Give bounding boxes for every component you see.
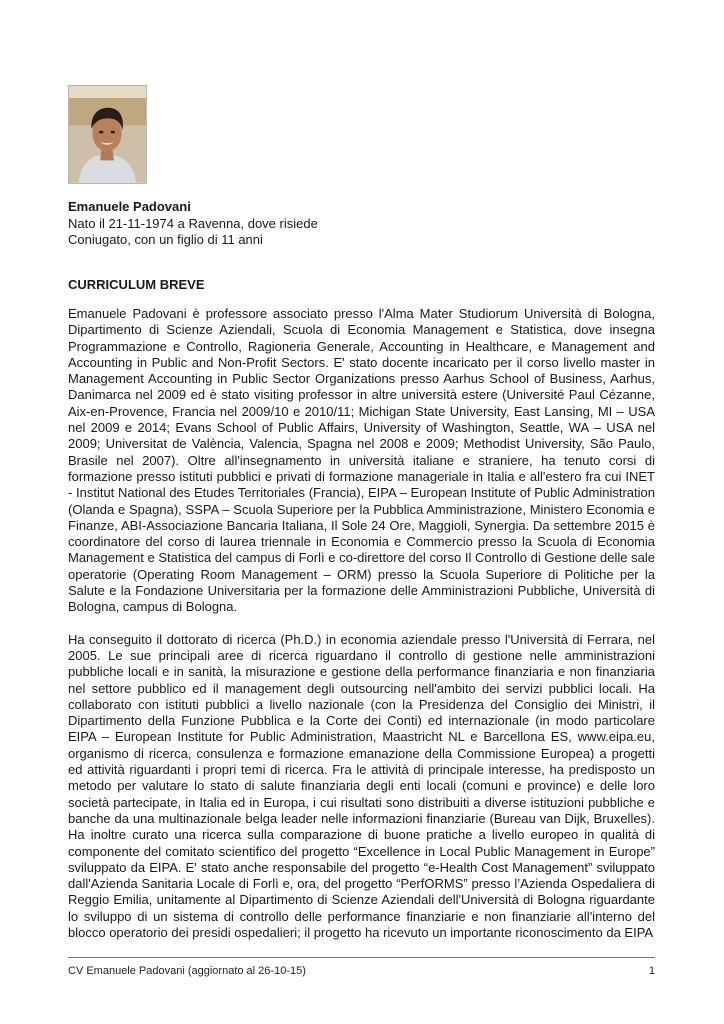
page-footer [68,965,655,977]
profile-photo [68,85,147,184]
personal-info [68,199,318,249]
family-info: Coniugato, con un figlio di 11 anni [68,232,263,247]
cv-body [68,306,655,957]
page-number: 1 [648,965,655,977]
footer-divider [68,957,655,958]
paragraph-career: Emanuele Padovani è professore associato presso l'Alma Mater Studiorum Università di Bologna, Dipartimento di Scienze Aziendali, Scuola di Economia Management e Statistica, dove insegna Programmazione e Controllo, Ragioneria Generale, Accounting in Healthcare, e Management and Accounting in Public and Non-Profit Sectors. E' stato docente incaricato per il corso livello master in Management Accounting in Public Sector Organizations presso Aarhus School of Business, Aarhus, Danimarca nel 2009 ed è stato visiting professor in altre università estere (Université Paul Cézanne, Aix-en-Provence, Francia nel 2009/10 e 2010/11; Michigan State University, East Lansing, MI – USA nel 2009 e 2014; Evans School of Public Affairs, University of Washington, Seattle, WA – USA nel 2009; Universitat de València, Valencia, Spagna nel 2008 e 2009; Methodist University, São Paulo, Brasile nel 2007). Oltre all'insegnamento in università italiane e straniere, ha tenuto corsi di formazione presso istituti pubblici e privati di formazione manageriale in Italia e all'estero fra cui INET - Institut National des Etudes Territoriales (Francia), EIPA – European Institute of Public Administration (Olanda e Spagna), SSPA – Scuola Superiore per la Pubblica Amministrazione, Ministero Economia e Finanze, ABI-Associazione Bancaria Italiana, Il Sole 24 Ore, Maggioli, Synergia. Da settembre 2015 è coordinatore del corso di laurea triennale in Economia e Commercio presso la Scuola di Economia Management e Statistica del campus di Forlì e co-direttore del corso Il Controllo di Gestione delle sale operatorie (Operating Room Management – ORM) presso la Scuola Superiore di Politiche per la Salute e la Fondazione Universitaria per la formazione delle Amministrazioni Pubbliche, Università di Bologna, campus di Bologna. [68,306,655,615]
footer-text: CV Emanuele Padovani (aggiornato al 26-10-15) [68,965,306,977]
birth-info: Nato il 21-11-1974 a Ravenna, dove risiede [68,215,318,231]
section-title: CURRICULUM BREVE [68,277,205,292]
portrait-image [69,86,146,183]
person-name: Emanuele Padovani [68,199,191,214]
paragraph-research: Ha conseguito il dottorato di ricerca (Ph.D.) in economia aziendale presso l'Università di Ferrara, nel 2005. Le sue principali aree di ricerca riguardano il controllo di gestione nelle amministrazioni pubbliche locali e in sanità, la misurazione e gestione della performance finanziaria e non finanziaria nel settore pubblico ed il management degli outsourcing nell'ambito dei servizi pubblici locali. Ha collaborato con istituti pubblici a livello nazionale (con la Presidenza del Consiglio dei Ministri, il Dipartimento della Funzione Pubblica e la Corte dei Conti) ed internazionale (in modo particolare EIPA – European Institute for Public Administration, Maastricht NL e Barcellona ES, www.eipa.eu, organismo di ricerca, consulenza e formazione emanazione della Commissione Europea) a progetti ed attività riguardanti i propri temi di ricerca. Fra le attività di principale interesse, ha predisposto un metodo per valutare lo stato di salute finanziaria degli enti locali (comuni e province) e delle loro società partecipate, in Italia ed in Europa, i cui risultati sono distribuiti a diverse istituzioni pubbliche e banche da una multinazionale belga leader nelle informazioni finanziarie (Bureau van Dijk, Bruxelles). Ha inoltre curato una ricerca sulla comparazione di buone pratiche a livello europeo in qualità di componente del comitato scientifico del progetto “Excellence in Local Public Management in Europe” sviluppato da EIPA. E' stato anche responsabile del progetto “e-Health Cost Management” sviluppato dall'Azienda Sanitaria Locale di Forlì e, ora, del progetto “PerfORMS” presso l’Azienda Ospedaliera di Reggio Emilia, unitamente al Dipartimento di Scienze Aziendali dell'Università di Bologna riguardante lo sviluppo di un sistema di controllo delle performance finanziarie e non finanziarie all'interno del blocco operatorio dei presidi ospedalieri; il progetto ha ricevuto un importante riconoscimento da EIPA [68,631,655,940]
